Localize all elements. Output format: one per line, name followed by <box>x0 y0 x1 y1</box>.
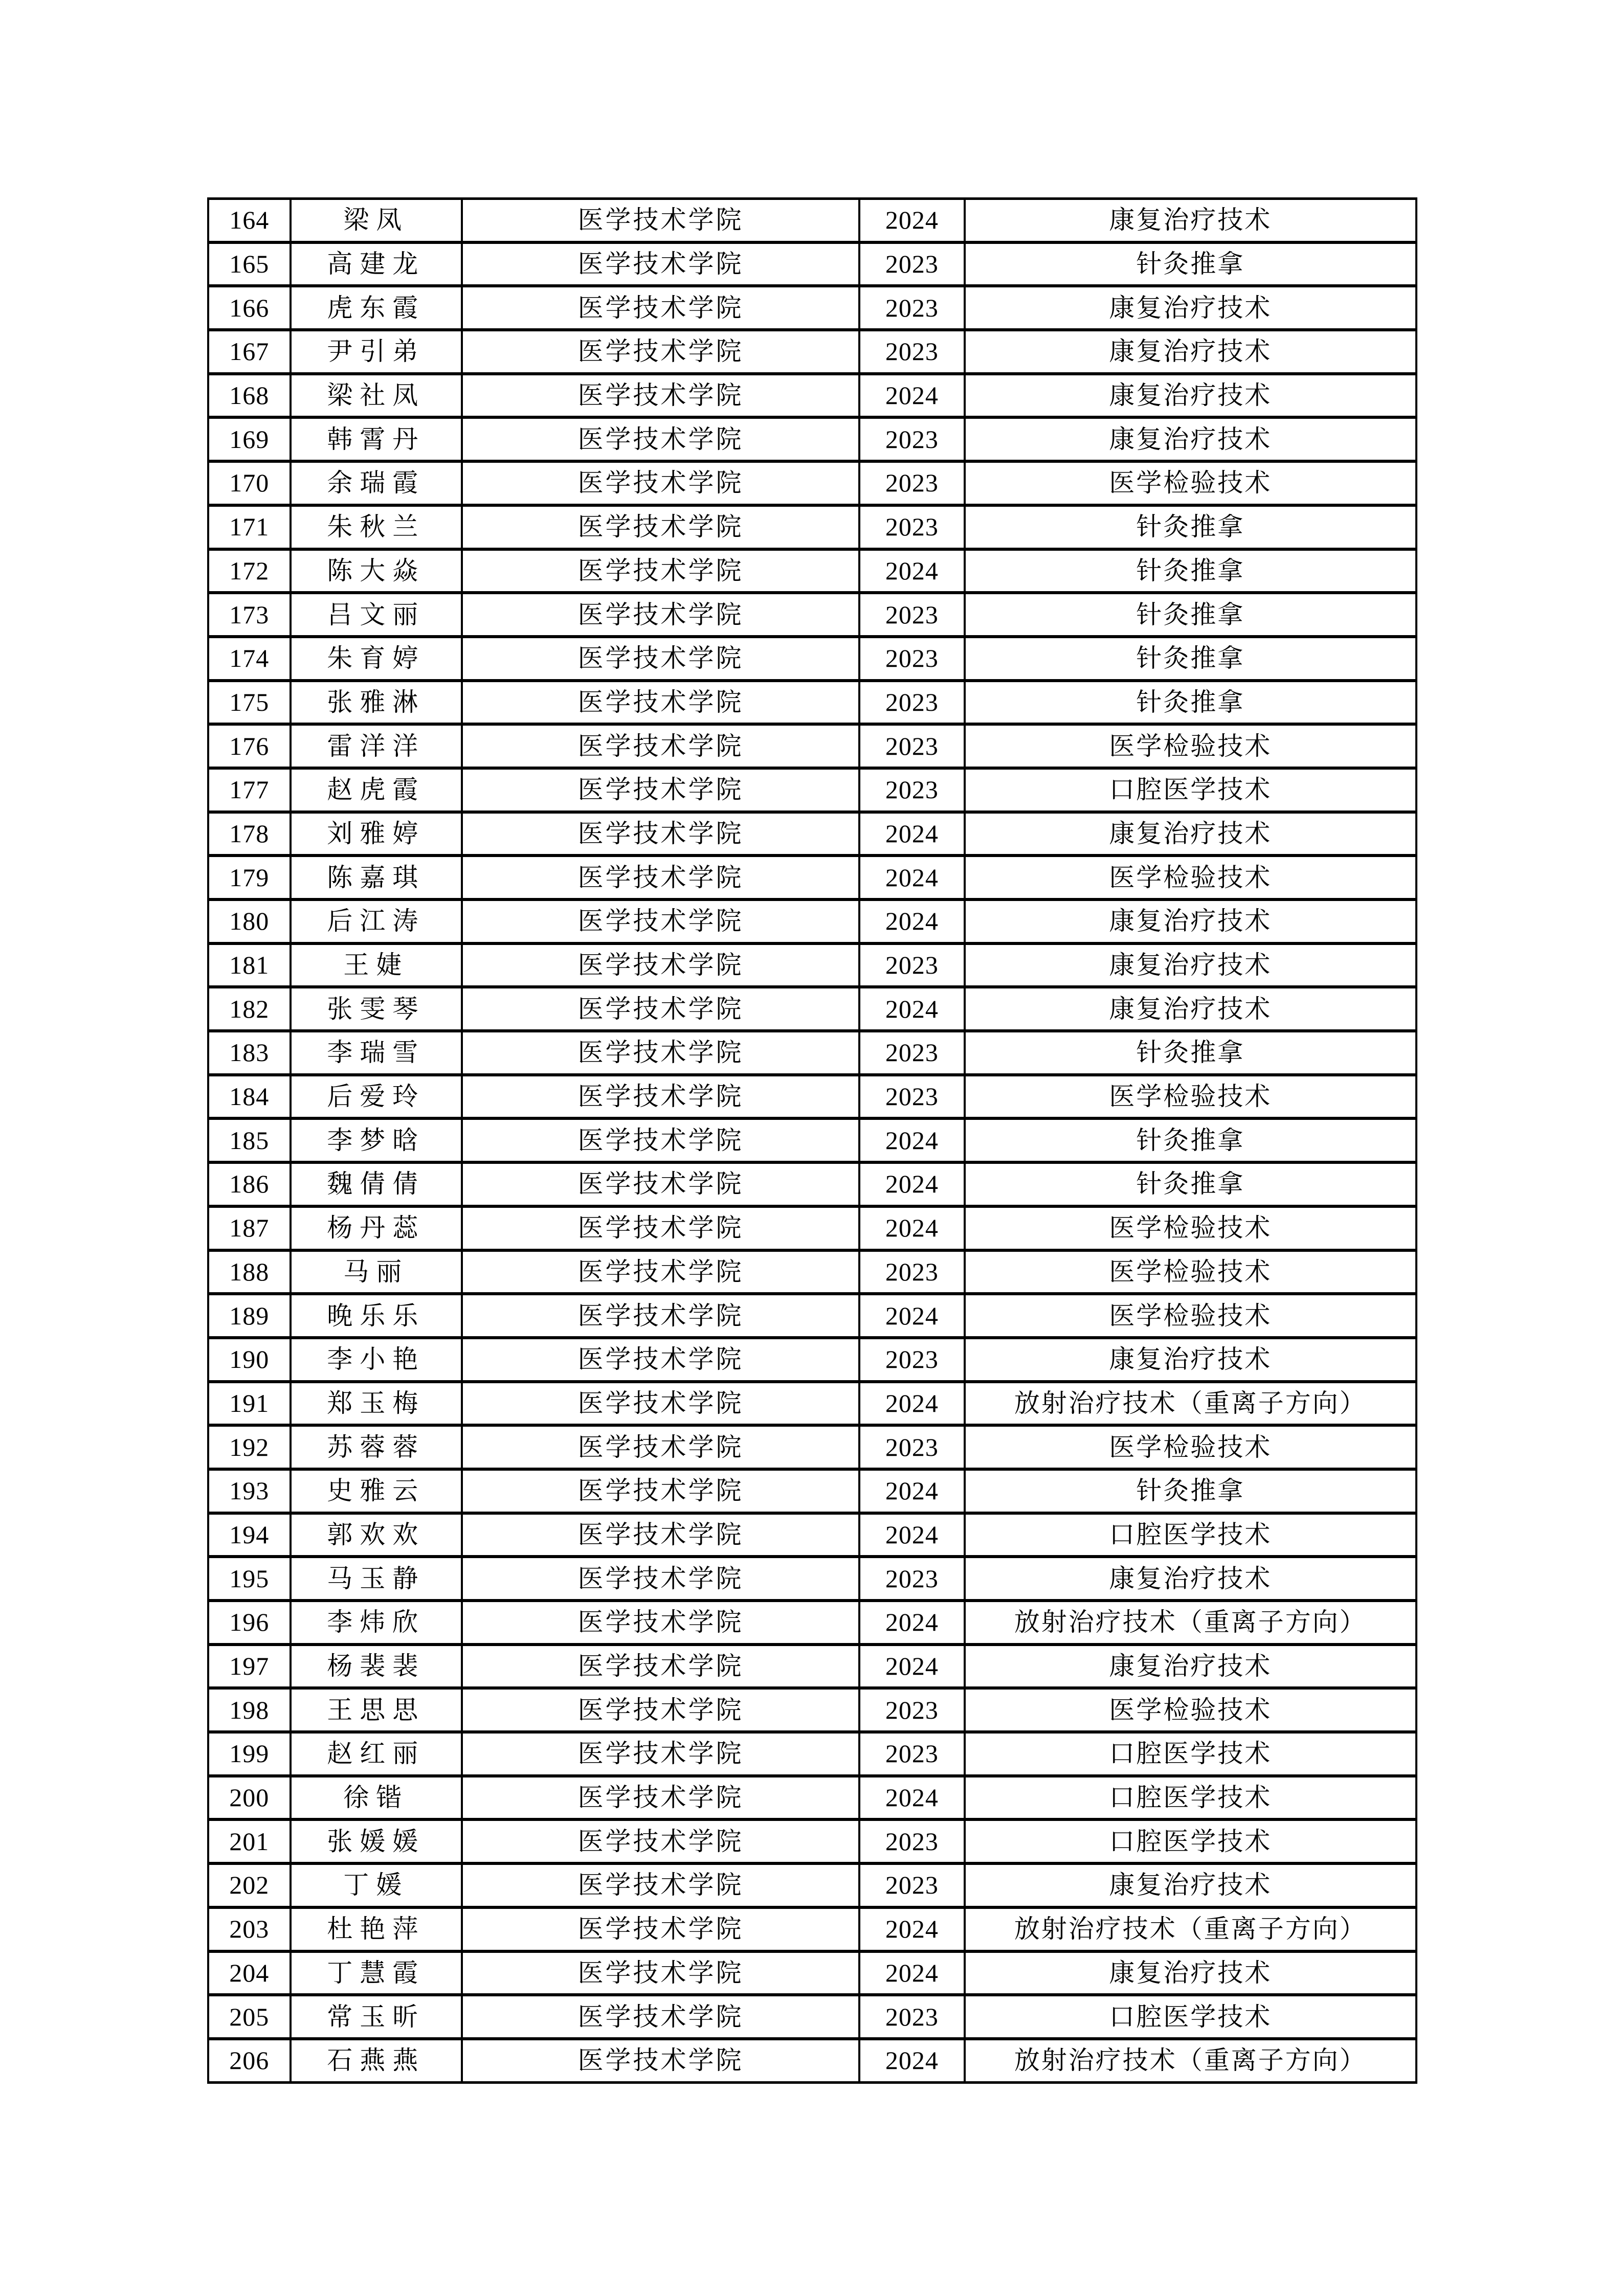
table-row <box>208 1075 1416 1119</box>
cell-name: 晚乐乐 <box>291 1294 462 1338</box>
cell-year: 2023 <box>859 593 964 637</box>
table-row <box>208 812 1416 856</box>
cell-number: 179 <box>208 856 291 899</box>
table-row <box>208 1732 1416 1776</box>
cell-major: 医学检验技术 <box>965 1688 1416 1732</box>
cell-year: 2024 <box>859 2039 964 2083</box>
cell-number: 180 <box>208 899 291 943</box>
cell-name: 杜艳萍 <box>291 1907 462 1951</box>
cell-name: 张雅淋 <box>291 681 462 725</box>
cell-college: 医学技术学院 <box>462 461 859 505</box>
cell-college: 医学技术学院 <box>462 1206 859 1250</box>
cell-name: 马丽 <box>291 1250 462 1294</box>
cell-name: 苏蓉蓉 <box>291 1425 462 1469</box>
cell-major: 针灸推拿 <box>965 1469 1416 1513</box>
cell-number: 176 <box>208 724 291 768</box>
table-row <box>208 1031 1416 1075</box>
cell-number: 206 <box>208 2039 291 2083</box>
cell-name: 徐锴 <box>291 1776 462 1820</box>
cell-number: 199 <box>208 1732 291 1776</box>
cell-major: 放射治疗技术（重离子方向） <box>965 2039 1416 2083</box>
cell-major: 康复治疗技术 <box>965 417 1416 461</box>
cell-number: 166 <box>208 286 291 330</box>
cell-year: 2024 <box>859 1645 964 1689</box>
cell-name: 魏倩倩 <box>291 1162 462 1206</box>
student-roster-table <box>207 197 1417 2084</box>
cell-year: 2023 <box>859 1819 964 1863</box>
table-row <box>208 1688 1416 1732</box>
cell-major: 康复治疗技术 <box>965 330 1416 374</box>
cell-number: 191 <box>208 1382 291 1426</box>
cell-number: 174 <box>208 637 291 681</box>
cell-major: 口腔医学技术 <box>965 1819 1416 1863</box>
table-row <box>208 768 1416 812</box>
cell-major: 医学检验技术 <box>965 1206 1416 1250</box>
cell-name: 吕文丽 <box>291 593 462 637</box>
cell-major: 口腔医学技术 <box>965 1513 1416 1557</box>
cell-number: 204 <box>208 1951 291 1995</box>
cell-name: 丁慧霞 <box>291 1951 462 1995</box>
table-row <box>208 1776 1416 1820</box>
cell-college: 医学技术学院 <box>462 1294 859 1338</box>
cell-year: 2023 <box>859 768 964 812</box>
cell-college: 医学技术学院 <box>462 593 859 637</box>
cell-number: 183 <box>208 1031 291 1075</box>
cell-number: 165 <box>208 242 291 286</box>
cell-name: 郑玉梅 <box>291 1382 462 1426</box>
cell-college: 医学技术学院 <box>462 899 859 943</box>
cell-number: 189 <box>208 1294 291 1338</box>
cell-college: 医学技术学院 <box>462 1557 859 1601</box>
cell-major: 口腔医学技术 <box>965 1732 1416 1776</box>
cell-name: 李梦晗 <box>291 1118 462 1162</box>
table-row <box>208 681 1416 725</box>
cell-college: 医学技术学院 <box>462 1469 859 1513</box>
cell-number: 187 <box>208 1206 291 1250</box>
cell-major: 针灸推拿 <box>965 1118 1416 1162</box>
table-row <box>208 1338 1416 1382</box>
cell-name: 雷洋洋 <box>291 724 462 768</box>
cell-major: 康复治疗技术 <box>965 812 1416 856</box>
cell-year: 2023 <box>859 637 964 681</box>
cell-number: 172 <box>208 549 291 593</box>
cell-name: 史雅云 <box>291 1469 462 1513</box>
cell-college: 医学技术学院 <box>462 330 859 374</box>
cell-major: 放射治疗技术（重离子方向） <box>965 1601 1416 1645</box>
cell-year: 2024 <box>859 198 964 242</box>
cell-year: 2023 <box>859 1031 964 1075</box>
cell-college: 医学技术学院 <box>462 1863 859 1907</box>
cell-year: 2023 <box>859 1688 964 1732</box>
cell-year: 2023 <box>859 417 964 461</box>
table-row <box>208 943 1416 987</box>
cell-number: 173 <box>208 593 291 637</box>
cell-major: 针灸推拿 <box>965 242 1416 286</box>
cell-college: 医学技术学院 <box>462 1031 859 1075</box>
cell-number: 195 <box>208 1557 291 1601</box>
cell-number: 198 <box>208 1688 291 1732</box>
cell-college: 医学技术学院 <box>462 856 859 899</box>
cell-college: 医学技术学院 <box>462 943 859 987</box>
cell-college: 医学技术学院 <box>462 1338 859 1382</box>
cell-college: 医学技术学院 <box>462 198 859 242</box>
cell-college: 医学技术学院 <box>462 1907 859 1951</box>
cell-college: 医学技术学院 <box>462 286 859 330</box>
cell-name: 杨裴裴 <box>291 1645 462 1689</box>
table-row <box>208 417 1416 461</box>
cell-year: 2024 <box>859 1469 964 1513</box>
cell-name: 余瑞霞 <box>291 461 462 505</box>
table-row <box>208 1951 1416 1995</box>
cell-name: 陈嘉琪 <box>291 856 462 899</box>
cell-college: 医学技术学院 <box>462 1819 859 1863</box>
cell-number: 196 <box>208 1601 291 1645</box>
cell-college: 医学技术学院 <box>462 242 859 286</box>
cell-college: 医学技术学院 <box>462 1688 859 1732</box>
cell-year: 2023 <box>859 286 964 330</box>
cell-name: 张媛媛 <box>291 1819 462 1863</box>
cell-number: 182 <box>208 987 291 1031</box>
cell-year: 2024 <box>859 1951 964 1995</box>
cell-college: 医学技术学院 <box>462 768 859 812</box>
cell-year: 2023 <box>859 242 964 286</box>
table-row <box>208 505 1416 549</box>
cell-college: 医学技术学院 <box>462 724 859 768</box>
cell-major: 康复治疗技术 <box>965 899 1416 943</box>
cell-year: 2023 <box>859 724 964 768</box>
cell-major: 医学检验技术 <box>965 856 1416 899</box>
table-row <box>208 899 1416 943</box>
cell-number: 202 <box>208 1863 291 1907</box>
cell-number: 164 <box>208 198 291 242</box>
cell-year: 2023 <box>859 1075 964 1119</box>
cell-major: 口腔医学技术 <box>965 1776 1416 1820</box>
cell-name: 李炜欣 <box>291 1601 462 1645</box>
cell-name: 梁社凤 <box>291 374 462 418</box>
cell-year: 2024 <box>859 1513 964 1557</box>
cell-college: 医学技术学院 <box>462 417 859 461</box>
cell-year: 2023 <box>859 1863 964 1907</box>
table-row <box>208 2039 1416 2083</box>
table-row <box>208 242 1416 286</box>
table-row <box>208 1557 1416 1601</box>
table-row <box>208 1206 1416 1250</box>
table-row <box>208 549 1416 593</box>
cell-year: 2024 <box>859 1118 964 1162</box>
cell-name: 韩霄丹 <box>291 417 462 461</box>
cell-major: 针灸推拿 <box>965 1031 1416 1075</box>
table-row <box>208 374 1416 418</box>
table-row <box>208 1162 1416 1206</box>
cell-college: 医学技术学院 <box>462 1250 859 1294</box>
cell-name: 常玉昕 <box>291 1995 462 2039</box>
cell-number: 188 <box>208 1250 291 1294</box>
cell-year: 2023 <box>859 1250 964 1294</box>
cell-name: 李小艳 <box>291 1338 462 1382</box>
cell-college: 医学技术学院 <box>462 1951 859 1995</box>
cell-college: 医学技术学院 <box>462 549 859 593</box>
cell-year: 2023 <box>859 943 964 987</box>
cell-year: 2023 <box>859 1425 964 1469</box>
table-row <box>208 637 1416 681</box>
table-row <box>208 286 1416 330</box>
cell-number: 193 <box>208 1469 291 1513</box>
cell-major: 康复治疗技术 <box>965 987 1416 1031</box>
cell-year: 2024 <box>859 1162 964 1206</box>
cell-name: 赵虎霞 <box>291 768 462 812</box>
cell-college: 医学技术学院 <box>462 1075 859 1119</box>
cell-major: 针灸推拿 <box>965 637 1416 681</box>
cell-number: 190 <box>208 1338 291 1382</box>
cell-year: 2024 <box>859 899 964 943</box>
cell-number: 185 <box>208 1118 291 1162</box>
cell-major: 医学检验技术 <box>965 1425 1416 1469</box>
table-row <box>208 987 1416 1031</box>
cell-year: 2024 <box>859 1294 964 1338</box>
cell-number: 186 <box>208 1162 291 1206</box>
cell-name: 陈大焱 <box>291 549 462 593</box>
cell-year: 2023 <box>859 505 964 549</box>
cell-year: 2024 <box>859 374 964 418</box>
cell-number: 170 <box>208 461 291 505</box>
cell-name: 高建龙 <box>291 242 462 286</box>
cell-year: 2023 <box>859 1338 964 1382</box>
cell-major: 针灸推拿 <box>965 681 1416 725</box>
cell-major: 针灸推拿 <box>965 549 1416 593</box>
cell-college: 医学技术学院 <box>462 1645 859 1689</box>
cell-major: 康复治疗技术 <box>965 1338 1416 1382</box>
table-row <box>208 593 1416 637</box>
student-roster-body <box>208 198 1416 2083</box>
table-row <box>208 330 1416 374</box>
cell-college: 医学技术学院 <box>462 374 859 418</box>
cell-name: 虎东霞 <box>291 286 462 330</box>
cell-number: 203 <box>208 1907 291 1951</box>
cell-major: 康复治疗技术 <box>965 1951 1416 1995</box>
cell-major: 针灸推拿 <box>965 505 1416 549</box>
cell-name: 赵红丽 <box>291 1732 462 1776</box>
cell-number: 200 <box>208 1776 291 1820</box>
cell-name: 朱育婷 <box>291 637 462 681</box>
cell-major: 康复治疗技术 <box>965 1557 1416 1601</box>
cell-major: 口腔医学技术 <box>965 768 1416 812</box>
table-row <box>208 1250 1416 1294</box>
table-row <box>208 1425 1416 1469</box>
cell-number: 184 <box>208 1075 291 1119</box>
cell-name: 尹引弟 <box>291 330 462 374</box>
cell-name: 后江涛 <box>291 899 462 943</box>
table-row <box>208 1907 1416 1951</box>
cell-major: 针灸推拿 <box>965 593 1416 637</box>
cell-year: 2023 <box>859 1732 964 1776</box>
cell-name: 王婕 <box>291 943 462 987</box>
table-row <box>208 1995 1416 2039</box>
cell-number: 181 <box>208 943 291 987</box>
cell-year: 2024 <box>859 1206 964 1250</box>
table-row <box>208 198 1416 242</box>
cell-year: 2023 <box>859 461 964 505</box>
cell-year: 2023 <box>859 330 964 374</box>
cell-major: 口腔医学技术 <box>965 1995 1416 2039</box>
cell-name: 李瑞雪 <box>291 1031 462 1075</box>
cell-major: 医学检验技术 <box>965 461 1416 505</box>
table-row <box>208 461 1416 505</box>
cell-college: 医学技术学院 <box>462 1776 859 1820</box>
cell-college: 医学技术学院 <box>462 1118 859 1162</box>
cell-major: 康复治疗技术 <box>965 1645 1416 1689</box>
table-row <box>208 856 1416 899</box>
cell-college: 医学技术学院 <box>462 1425 859 1469</box>
cell-number: 168 <box>208 374 291 418</box>
cell-name: 郭欢欢 <box>291 1513 462 1557</box>
cell-number: 177 <box>208 768 291 812</box>
cell-college: 医学技术学院 <box>462 1382 859 1426</box>
cell-major: 康复治疗技术 <box>965 374 1416 418</box>
cell-number: 169 <box>208 417 291 461</box>
cell-number: 178 <box>208 812 291 856</box>
cell-college: 医学技术学院 <box>462 681 859 725</box>
cell-year: 2023 <box>859 1995 964 2039</box>
table-row <box>208 1601 1416 1645</box>
cell-college: 医学技术学院 <box>462 1995 859 2039</box>
cell-year: 2023 <box>859 681 964 725</box>
cell-year: 2024 <box>859 812 964 856</box>
cell-major: 康复治疗技术 <box>965 286 1416 330</box>
cell-major: 医学检验技术 <box>965 1250 1416 1294</box>
cell-college: 医学技术学院 <box>462 1513 859 1557</box>
cell-year: 2024 <box>859 1601 964 1645</box>
cell-number: 167 <box>208 330 291 374</box>
cell-name: 梁凤 <box>291 198 462 242</box>
cell-number: 194 <box>208 1513 291 1557</box>
cell-year: 2023 <box>859 1557 964 1601</box>
cell-name: 杨丹蕊 <box>291 1206 462 1250</box>
cell-college: 医学技术学院 <box>462 505 859 549</box>
cell-major: 放射治疗技术（重离子方向） <box>965 1382 1416 1426</box>
cell-college: 医学技术学院 <box>462 812 859 856</box>
cell-name: 石燕燕 <box>291 2039 462 2083</box>
cell-year: 2024 <box>859 549 964 593</box>
cell-major: 医学检验技术 <box>965 724 1416 768</box>
cell-major: 康复治疗技术 <box>965 198 1416 242</box>
cell-year: 2024 <box>859 1776 964 1820</box>
table-row <box>208 1819 1416 1863</box>
table-row <box>208 1645 1416 1689</box>
table-row <box>208 1118 1416 1162</box>
table-row <box>208 724 1416 768</box>
cell-college: 医学技术学院 <box>462 1162 859 1206</box>
cell-name: 朱秋兰 <box>291 505 462 549</box>
cell-number: 205 <box>208 1995 291 2039</box>
table-row <box>208 1469 1416 1513</box>
cell-major: 康复治疗技术 <box>965 1863 1416 1907</box>
cell-number: 192 <box>208 1425 291 1469</box>
cell-year: 2024 <box>859 856 964 899</box>
cell-college: 医学技术学院 <box>462 1732 859 1776</box>
cell-number: 201 <box>208 1819 291 1863</box>
cell-year: 2024 <box>859 1382 964 1426</box>
cell-college: 医学技术学院 <box>462 2039 859 2083</box>
cell-number: 175 <box>208 681 291 725</box>
table-row <box>208 1294 1416 1338</box>
cell-college: 医学技术学院 <box>462 987 859 1031</box>
cell-major: 针灸推拿 <box>965 1162 1416 1206</box>
cell-name: 后爱玲 <box>291 1075 462 1119</box>
cell-major: 医学检验技术 <box>965 1075 1416 1119</box>
cell-year: 2024 <box>859 987 964 1031</box>
cell-year: 2024 <box>859 1907 964 1951</box>
cell-name: 张雯琴 <box>291 987 462 1031</box>
table-row <box>208 1863 1416 1907</box>
table-row <box>208 1513 1416 1557</box>
cell-name: 刘雅婷 <box>291 812 462 856</box>
cell-major: 医学检验技术 <box>965 1294 1416 1338</box>
cell-name: 丁媛 <box>291 1863 462 1907</box>
table-row <box>208 1382 1416 1426</box>
cell-number: 197 <box>208 1645 291 1689</box>
cell-name: 马玉静 <box>291 1557 462 1601</box>
cell-major: 康复治疗技术 <box>965 943 1416 987</box>
cell-college: 医学技术学院 <box>462 637 859 681</box>
cell-major: 放射治疗技术（重离子方向） <box>965 1907 1416 1951</box>
cell-college: 医学技术学院 <box>462 1601 859 1645</box>
cell-number: 171 <box>208 505 291 549</box>
cell-name: 王思思 <box>291 1688 462 1732</box>
